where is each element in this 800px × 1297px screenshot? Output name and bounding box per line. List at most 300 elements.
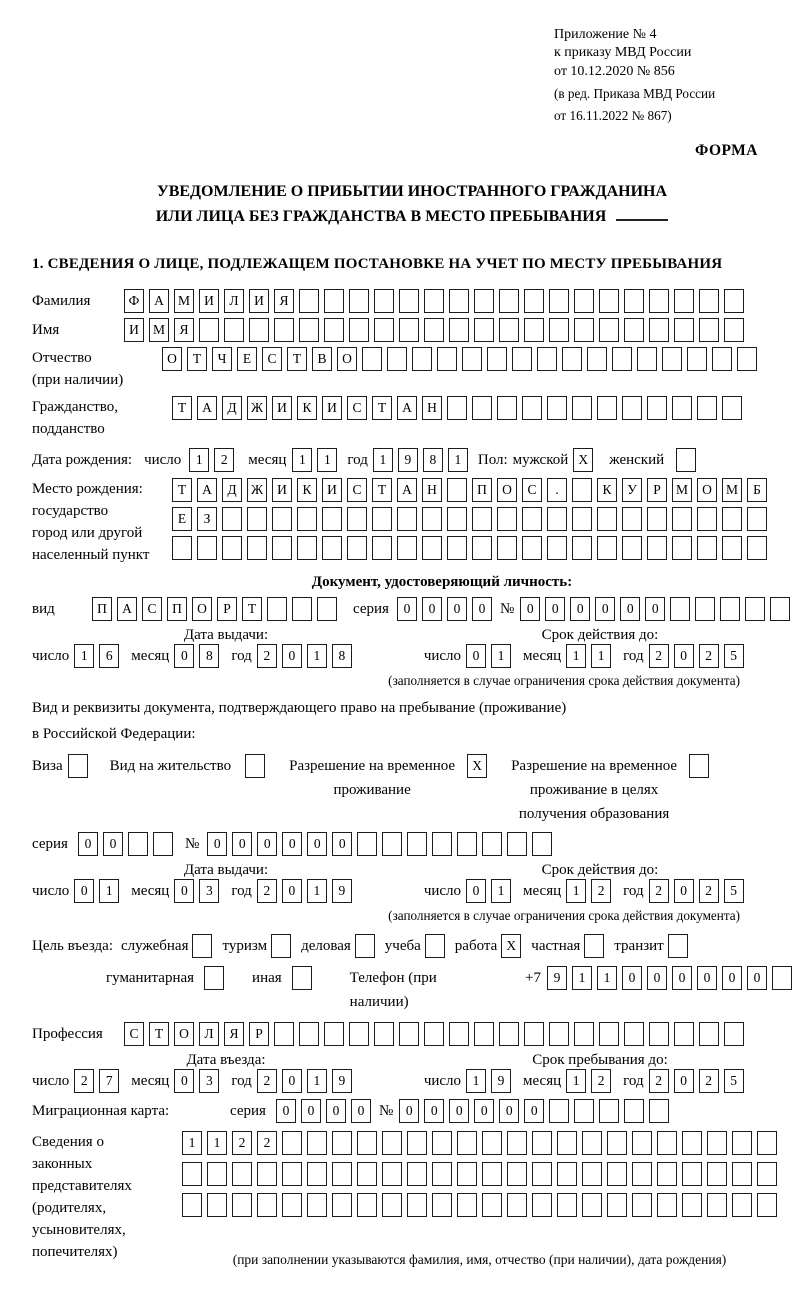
form-cell[interactable]: Т — [372, 396, 392, 420]
form-cell[interactable]: 1 — [491, 644, 511, 668]
form-cell[interactable]: Ф — [124, 289, 144, 313]
form-cell[interactable]: 9 — [332, 1069, 352, 1093]
form-cell[interactable] — [153, 832, 173, 856]
resdoc-issue-year[interactable] — [257, 879, 352, 903]
form-cell[interactable] — [657, 1162, 677, 1186]
iddoc-series-field[interactable] — [397, 597, 492, 621]
form-cell[interactable]: О — [192, 597, 212, 621]
form-cell[interactable]: 0 — [103, 832, 123, 856]
form-cell[interactable] — [632, 1131, 652, 1155]
form-cell[interactable] — [382, 1131, 402, 1155]
form-cell[interactable]: М — [722, 478, 742, 502]
form-cell[interactable] — [507, 832, 527, 856]
form-cell[interactable] — [507, 1131, 527, 1155]
form-cell[interactable] — [672, 507, 692, 531]
form-cell[interactable] — [374, 289, 394, 313]
form-cell[interactable] — [271, 934, 291, 958]
form-cell[interactable]: Т — [172, 396, 192, 420]
form-cell[interactable] — [607, 1131, 627, 1155]
resdoc-valid-year[interactable] — [649, 879, 744, 903]
form-cell[interactable] — [572, 536, 592, 560]
form-cell[interactable]: Д — [222, 396, 242, 420]
form-cell[interactable]: 2 — [74, 1069, 94, 1093]
form-cell[interactable]: 1 — [307, 644, 327, 668]
form-cell[interactable]: Е — [172, 507, 192, 531]
form-cell[interactable]: 8 — [332, 644, 352, 668]
form-cell[interactable]: С — [347, 478, 367, 502]
form-cell[interactable]: С — [262, 347, 282, 371]
form-cell[interactable]: 2 — [257, 879, 277, 903]
form-cell[interactable] — [724, 289, 744, 313]
form-cell[interactable]: Т — [242, 597, 262, 621]
form-cell[interactable] — [574, 289, 594, 313]
surname-field[interactable] — [124, 289, 744, 313]
form-cell[interactable]: 1 — [466, 1069, 486, 1093]
form-cell[interactable] — [355, 934, 375, 958]
form-cell[interactable] — [607, 1193, 627, 1217]
form-cell[interactable]: 2 — [699, 879, 719, 903]
form-cell[interactable]: 0 — [282, 644, 302, 668]
form-cell[interactable] — [547, 507, 567, 531]
form-cell[interactable]: И — [199, 289, 219, 313]
form-cell[interactable] — [632, 1193, 652, 1217]
form-cell[interactable]: О — [174, 1022, 194, 1046]
form-cell[interactable] — [670, 597, 690, 621]
form-cell[interactable]: 3 — [199, 879, 219, 903]
form-cell[interactable] — [397, 507, 417, 531]
form-cell[interactable]: У — [622, 478, 642, 502]
form-cell[interactable] — [292, 597, 312, 621]
form-cell[interactable] — [582, 1193, 602, 1217]
form-cell[interactable]: 1 — [591, 644, 611, 668]
form-cell[interactable]: 0 — [174, 644, 194, 668]
form-cell[interactable] — [282, 1193, 302, 1217]
form-cell[interactable] — [128, 832, 148, 856]
form-cell[interactable]: И — [322, 396, 342, 420]
form-cell[interactable] — [382, 1162, 402, 1186]
form-cell[interactable] — [299, 1022, 319, 1046]
form-cell[interactable]: 0 — [722, 966, 742, 990]
form-cell[interactable] — [649, 289, 669, 313]
form-cell[interactable] — [697, 507, 717, 531]
form-cell[interactable] — [222, 536, 242, 560]
form-cell[interactable]: 0 — [422, 597, 442, 621]
form-cell[interactable]: С — [142, 597, 162, 621]
form-cell[interactable] — [449, 1022, 469, 1046]
form-cell[interactable] — [572, 396, 592, 420]
form-cell[interactable] — [324, 318, 344, 342]
sex-male-checkbox[interactable] — [573, 448, 593, 472]
form-cell[interactable]: Ж — [247, 478, 267, 502]
form-cell[interactable] — [172, 536, 192, 560]
purpose-study-checkbox[interactable] — [425, 934, 445, 958]
form-cell[interactable] — [299, 289, 319, 313]
form-cell[interactable] — [247, 536, 267, 560]
form-cell[interactable] — [707, 1131, 727, 1155]
form-cell[interactable] — [472, 536, 492, 560]
form-cell[interactable] — [374, 318, 394, 342]
form-cell[interactable] — [757, 1131, 777, 1155]
form-cell[interactable] — [332, 1193, 352, 1217]
form-cell[interactable] — [624, 1022, 644, 1046]
form-cell[interactable] — [647, 507, 667, 531]
form-cell[interactable] — [689, 754, 709, 778]
form-cell[interactable] — [322, 536, 342, 560]
form-cell[interactable]: Ж — [247, 396, 267, 420]
form-cell[interactable] — [532, 832, 552, 856]
form-cell[interactable] — [707, 1162, 727, 1186]
form-cell[interactable]: X — [467, 754, 487, 778]
iddoc-issue-year[interactable] — [257, 644, 352, 668]
edu-permit-checkbox[interactable] — [689, 754, 709, 778]
form-cell[interactable]: 1 — [189, 448, 209, 472]
form-cell[interactable]: 0 — [674, 644, 694, 668]
form-cell[interactable]: 0 — [466, 644, 486, 668]
entry-month[interactable] — [174, 1069, 219, 1093]
resdoc-valid-month[interactable] — [566, 879, 611, 903]
form-cell[interactable] — [349, 1022, 369, 1046]
form-cell[interactable] — [522, 507, 542, 531]
form-cell[interactable] — [449, 289, 469, 313]
iddoc-number-field[interactable] — [520, 597, 790, 621]
visa-checkbox[interactable] — [68, 754, 88, 778]
form-cell[interactable]: Р — [217, 597, 237, 621]
form-cell[interactable] — [674, 318, 694, 342]
form-cell[interactable]: 0 — [499, 1099, 519, 1123]
form-cell[interactable] — [192, 934, 212, 958]
form-cell[interactable] — [574, 1022, 594, 1046]
birthdate-year-field[interactable] — [373, 448, 468, 472]
form-cell[interactable] — [482, 1193, 502, 1217]
form-cell[interactable] — [432, 832, 452, 856]
form-cell[interactable] — [282, 1131, 302, 1155]
form-cell[interactable]: В — [312, 347, 332, 371]
stay-year[interactable] — [649, 1069, 744, 1093]
form-cell[interactable]: 2 — [649, 1069, 669, 1093]
form-cell[interactable] — [462, 347, 482, 371]
form-cell[interactable] — [612, 347, 632, 371]
form-cell[interactable] — [257, 1193, 277, 1217]
form-cell[interactable]: 1 — [74, 644, 94, 668]
form-cell[interactable] — [425, 934, 445, 958]
form-cell[interactable]: А — [149, 289, 169, 313]
form-cell[interactable] — [657, 1131, 677, 1155]
iddoc-valid-year[interactable] — [649, 644, 744, 668]
form-cell[interactable] — [407, 1193, 427, 1217]
form-cell[interactable] — [307, 1193, 327, 1217]
form-cell[interactable] — [682, 1193, 702, 1217]
form-cell[interactable] — [424, 318, 444, 342]
form-cell[interactable] — [599, 1099, 619, 1123]
form-cell[interactable] — [562, 347, 582, 371]
form-cell[interactable] — [199, 318, 219, 342]
form-cell[interactable]: 1 — [566, 1069, 586, 1093]
form-cell[interactable] — [487, 347, 507, 371]
form-cell[interactable] — [207, 1162, 227, 1186]
form-cell[interactable]: Т — [287, 347, 307, 371]
form-cell[interactable] — [482, 1131, 502, 1155]
form-cell[interactable]: И — [272, 478, 292, 502]
form-cell[interactable] — [297, 507, 317, 531]
temp-permit-checkbox[interactable] — [467, 754, 487, 778]
form-cell[interactable] — [724, 318, 744, 342]
form-cell[interactable]: Ч — [212, 347, 232, 371]
form-cell[interactable] — [557, 1162, 577, 1186]
form-cell[interactable] — [557, 1193, 577, 1217]
form-cell[interactable]: 2 — [214, 448, 234, 472]
form-cell[interactable] — [274, 318, 294, 342]
form-cell[interactable] — [647, 536, 667, 560]
form-cell[interactable]: 8 — [423, 448, 443, 472]
form-cell[interactable]: К — [297, 396, 317, 420]
resdoc-valid-day[interactable] — [466, 879, 511, 903]
form-cell[interactable] — [432, 1131, 452, 1155]
form-cell[interactable]: 9 — [332, 879, 352, 903]
form-cell[interactable] — [447, 396, 467, 420]
form-cell[interactable] — [582, 1131, 602, 1155]
form-cell[interactable] — [267, 597, 287, 621]
form-cell[interactable] — [197, 536, 217, 560]
form-cell[interactable]: И — [249, 289, 269, 313]
form-cell[interactable]: С — [124, 1022, 144, 1046]
form-cell[interactable]: 0 — [472, 597, 492, 621]
form-cell[interactable]: 1 — [207, 1131, 227, 1155]
form-cell[interactable] — [474, 289, 494, 313]
form-cell[interactable]: Б — [747, 478, 767, 502]
form-cell[interactable] — [257, 1162, 277, 1186]
birthplace-row2[interactable] — [172, 507, 767, 531]
form-cell[interactable]: К — [297, 478, 317, 502]
form-cell[interactable] — [372, 536, 392, 560]
form-cell[interactable] — [622, 507, 642, 531]
form-cell[interactable] — [524, 1022, 544, 1046]
form-cell[interactable]: 9 — [398, 448, 418, 472]
form-cell[interactable] — [507, 1162, 527, 1186]
form-cell[interactable] — [699, 1022, 719, 1046]
form-cell[interactable] — [357, 1131, 377, 1155]
form-cell[interactable]: 0 — [257, 832, 277, 856]
form-cell[interactable] — [222, 507, 242, 531]
guardians-row3[interactable] — [182, 1193, 777, 1217]
form-cell[interactable]: Я — [174, 318, 194, 342]
form-cell[interactable] — [307, 1162, 327, 1186]
form-cell[interactable]: А — [117, 597, 137, 621]
form-cell[interactable] — [549, 1022, 569, 1046]
form-cell[interactable] — [647, 396, 667, 420]
form-cell[interactable]: X — [573, 448, 593, 472]
form-cell[interactable] — [372, 507, 392, 531]
form-cell[interactable]: 2 — [591, 1069, 611, 1093]
form-cell[interactable]: Т — [172, 478, 192, 502]
form-cell[interactable] — [772, 966, 792, 990]
form-cell[interactable] — [482, 832, 502, 856]
form-cell[interactable]: 0 — [747, 966, 767, 990]
iddoc-issue-month[interactable] — [174, 644, 219, 668]
form-cell[interactable] — [274, 1022, 294, 1046]
form-cell[interactable]: 1 — [572, 966, 592, 990]
form-cell[interactable] — [207, 1193, 227, 1217]
form-cell[interactable]: 0 — [282, 1069, 302, 1093]
form-cell[interactable]: 5 — [724, 1069, 744, 1093]
form-cell[interactable]: 0 — [622, 966, 642, 990]
form-cell[interactable] — [507, 1193, 527, 1217]
form-cell[interactable]: X — [501, 934, 521, 958]
form-cell[interactable] — [532, 1131, 552, 1155]
form-cell[interactable] — [497, 507, 517, 531]
form-cell[interactable] — [382, 1193, 402, 1217]
form-cell[interactable] — [522, 536, 542, 560]
form-cell[interactable] — [474, 318, 494, 342]
form-cell[interactable]: 7 — [99, 1069, 119, 1093]
iddoc-issue-day[interactable] — [74, 644, 119, 668]
form-cell[interactable]: О — [497, 478, 517, 502]
resdoc-issue-month[interactable] — [174, 879, 219, 903]
form-cell[interactable]: О — [337, 347, 357, 371]
form-cell[interactable]: С — [347, 396, 367, 420]
form-cell[interactable] — [387, 347, 407, 371]
form-cell[interactable] — [720, 597, 740, 621]
form-cell[interactable]: П — [92, 597, 112, 621]
form-cell[interactable] — [597, 396, 617, 420]
form-cell[interactable]: 0 — [232, 832, 252, 856]
form-cell[interactable] — [272, 536, 292, 560]
form-cell[interactable]: 1 — [597, 966, 617, 990]
form-cell[interactable]: 9 — [491, 1069, 511, 1093]
form-cell[interactable] — [587, 347, 607, 371]
iddoc-kind-field[interactable] — [92, 597, 337, 621]
form-cell[interactable]: А — [397, 478, 417, 502]
form-cell[interactable]: И — [124, 318, 144, 342]
form-cell[interactable]: 8 — [199, 644, 219, 668]
form-cell[interactable] — [317, 597, 337, 621]
sex-female-checkbox[interactable] — [676, 448, 696, 472]
form-cell[interactable] — [657, 1193, 677, 1217]
form-cell[interactable] — [497, 536, 517, 560]
form-cell[interactable] — [297, 536, 317, 560]
form-cell[interactable]: 0 — [672, 966, 692, 990]
form-cell[interactable] — [532, 1162, 552, 1186]
form-cell[interactable] — [437, 347, 457, 371]
form-cell[interactable] — [499, 289, 519, 313]
form-cell[interactable] — [687, 347, 707, 371]
form-cell[interactable] — [399, 318, 419, 342]
form-cell[interactable] — [499, 318, 519, 342]
form-cell[interactable]: 5 — [724, 644, 744, 668]
form-cell[interactable]: 0 — [78, 832, 98, 856]
form-cell[interactable] — [522, 396, 542, 420]
form-cell[interactable] — [549, 1099, 569, 1123]
resdoc-issue-day[interactable] — [74, 879, 119, 903]
firstname-field[interactable] — [124, 318, 744, 342]
form-cell[interactable]: Р — [249, 1022, 269, 1046]
form-cell[interactable]: Л — [224, 289, 244, 313]
form-cell[interactable] — [682, 1131, 702, 1155]
form-cell[interactable] — [549, 318, 569, 342]
purpose-official-checkbox[interactable] — [192, 934, 212, 958]
form-cell[interactable] — [407, 1162, 427, 1186]
form-cell[interactable] — [662, 347, 682, 371]
birthdate-day-field[interactable] — [189, 448, 234, 472]
form-cell[interactable] — [249, 318, 269, 342]
form-cell[interactable] — [424, 1022, 444, 1046]
form-cell[interactable] — [695, 597, 715, 621]
form-cell[interactable] — [512, 347, 532, 371]
form-cell[interactable]: 0 — [570, 597, 590, 621]
form-cell[interactable]: 2 — [699, 1069, 719, 1093]
iddoc-valid-day[interactable] — [466, 644, 511, 668]
form-cell[interactable] — [672, 396, 692, 420]
form-cell[interactable]: 0 — [647, 966, 667, 990]
stay-day[interactable] — [466, 1069, 511, 1093]
form-cell[interactable]: 0 — [620, 597, 640, 621]
form-cell[interactable] — [732, 1131, 752, 1155]
form-cell[interactable]: 2 — [699, 644, 719, 668]
form-cell[interactable]: 1 — [566, 644, 586, 668]
birthplace-row3[interactable] — [172, 536, 767, 560]
form-cell[interactable] — [472, 507, 492, 531]
form-cell[interactable]: 0 — [282, 832, 302, 856]
form-cell[interactable] — [357, 1162, 377, 1186]
form-cell[interactable] — [424, 289, 444, 313]
purpose-other-checkbox[interactable] — [292, 966, 312, 990]
form-cell[interactable]: 0 — [399, 1099, 419, 1123]
form-cell[interactable] — [699, 318, 719, 342]
form-cell[interactable]: Т — [372, 478, 392, 502]
form-cell[interactable]: Я — [274, 289, 294, 313]
form-cell[interactable] — [68, 754, 88, 778]
birthplace-row1[interactable] — [172, 478, 767, 502]
form-cell[interactable] — [245, 754, 265, 778]
form-cell[interactable]: Я — [224, 1022, 244, 1046]
form-cell[interactable] — [732, 1162, 752, 1186]
form-cell[interactable] — [757, 1162, 777, 1186]
form-cell[interactable] — [624, 318, 644, 342]
purpose-transit-checkbox[interactable] — [668, 934, 688, 958]
form-cell[interactable]: 1 — [307, 1069, 327, 1093]
form-cell[interactable] — [472, 396, 492, 420]
guardians-row1[interactable] — [182, 1131, 777, 1155]
form-cell[interactable] — [624, 289, 644, 313]
form-cell[interactable]: П — [472, 478, 492, 502]
form-cell[interactable]: 0 — [524, 1099, 544, 1123]
form-cell[interactable]: 0 — [447, 597, 467, 621]
form-cell[interactable]: 1 — [292, 448, 312, 472]
form-cell[interactable] — [182, 1162, 202, 1186]
form-cell[interactable] — [447, 478, 467, 502]
form-cell[interactable]: К — [597, 478, 617, 502]
form-cell[interactable] — [574, 318, 594, 342]
form-cell[interactable] — [674, 1022, 694, 1046]
form-cell[interactable]: Т — [187, 347, 207, 371]
form-cell[interactable] — [457, 1162, 477, 1186]
form-cell[interactable] — [447, 507, 467, 531]
form-cell[interactable]: 2 — [649, 644, 669, 668]
form-cell[interactable] — [357, 832, 377, 856]
iddoc-valid-month[interactable] — [566, 644, 611, 668]
form-cell[interactable]: 0 — [424, 1099, 444, 1123]
form-cell[interactable] — [547, 536, 567, 560]
form-cell[interactable] — [407, 832, 427, 856]
form-cell[interactable]: 0 — [645, 597, 665, 621]
form-cell[interactable] — [682, 1162, 702, 1186]
form-cell[interactable]: 0 — [276, 1099, 296, 1123]
form-cell[interactable]: 2 — [649, 879, 669, 903]
form-cell[interactable]: М — [174, 289, 194, 313]
form-cell[interactable] — [457, 832, 477, 856]
profession-field[interactable] — [124, 1022, 744, 1046]
form-cell[interactable] — [397, 536, 417, 560]
form-cell[interactable] — [674, 289, 694, 313]
